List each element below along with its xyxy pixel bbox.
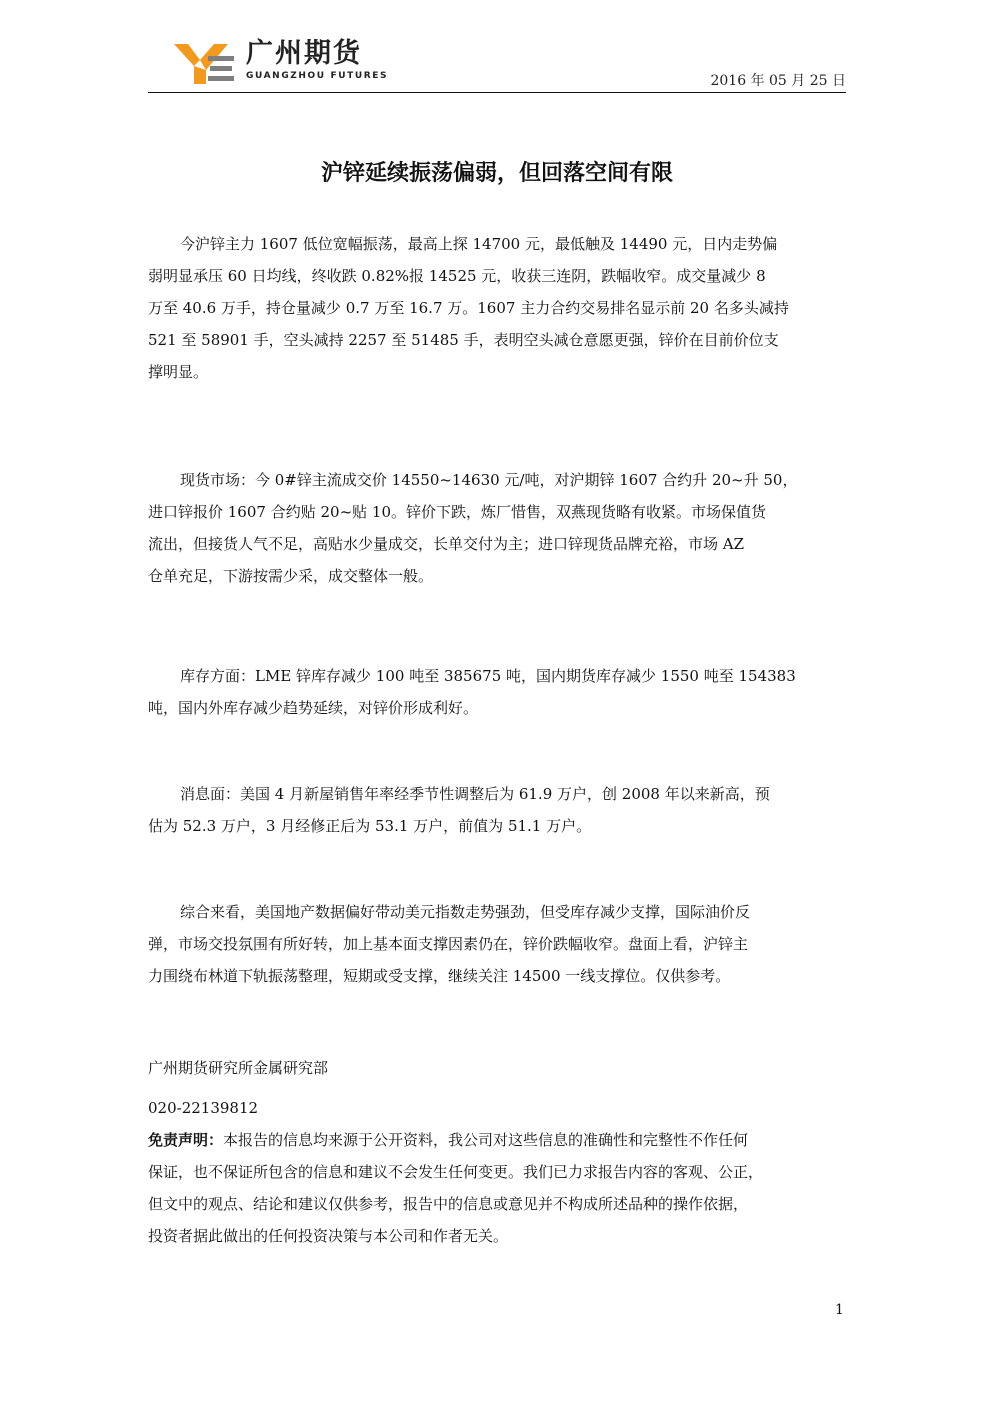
text-line: 弹，市场交投氛围有所好转，加上基本面支撑因素仍在，锌价跌幅收窄。盘面上看，沪锌主 <box>148 935 749 953</box>
text-line: 进口锌报价 1607 合约贴 20~贴 10。锌价下跌，炼厂惜售，双燕现货略有收紧。市场保值货 <box>148 503 766 521</box>
text-line: 今沪锌主力 1607 低位宽幅振荡，最高上探 14700 元，最低触及 14490 元，日内走势偏 <box>180 235 778 253</box>
text-line: 弱明显承压 60 日均线，终收跌 0.82%报 14525 元，收获三连阴，跌幅收窄。成交量减少 8 <box>148 267 766 285</box>
disclaimer-label: 免责声明： <box>148 1131 224 1149</box>
phone-number: 020-22139812 <box>148 1099 259 1117</box>
text-line: 保证，也不保证所包含的信息和建议不会发生任何变更。我们已力求报告内容的客观、公正， <box>148 1163 764 1181</box>
text-line: 撑明显。 <box>148 363 209 381</box>
report-title: 沪锌延续振荡偏弱，但回落空间有限 <box>320 161 673 186</box>
brand-name-cn: 广州期货 <box>246 38 362 69</box>
brand <box>246 38 388 81</box>
paragraph-summary <box>148 896 846 992</box>
header-divider <box>148 92 846 93</box>
text-line: 但文中的观点、结论和建议仅供参考，报告中的信息或意见并不构成所述品种的操作依据， <box>148 1195 749 1213</box>
text-line: 现货市场：今 0#锌主流成交价 14550~14630 元/吨，对沪期锌 1607 合约升 20~升 50， <box>180 471 798 489</box>
text-line: 综合来看，美国地产数据偏好带动美元指数走势强劲，但受库存减少支撑，国际油价反 <box>180 903 751 921</box>
disclaimer <box>148 1124 846 1252</box>
text-line: 521 至 58901 手，空头减持 2257 至 51485 手，表明空头减仓意愿更强，锌价在目前价位支 <box>148 331 779 349</box>
text-line: 投资者据此做出的任何投资决策与本公司和作者无关。 <box>148 1227 509 1245</box>
page-number: 1 <box>835 1302 844 1318</box>
text-line: 吨，国内外库存减少趋势延续，对锌价形成利好。 <box>148 699 479 717</box>
text-line: 仓单充足，下游按需少采，成交整体一般。 <box>148 567 434 585</box>
text-line: 力围绕布林道下轨振荡整理，短期或受支撑，继续关注 14500 一线支撑位。仅供参考。 <box>148 967 731 985</box>
text-line: 消息面：美国 4 月新屋销售年率经季节性调整后为 61.9 万户，创 2008 年以来新高，预 <box>180 785 770 803</box>
text-line: 估为 52.3 万户，3 月经修正后为 53.1 万户，前值为 51.1 万户。 <box>148 817 592 835</box>
paragraph-news <box>148 778 846 842</box>
text-line: 万至 40.6 万手，持仓量减少 0.7 万至 16.7 万。1607 主力合约交易排名显示前 20 名多头减持 <box>148 299 789 317</box>
department-name: 广州期货研究所金属研究部 <box>148 1059 329 1077</box>
text-line: 流出，但接货人气不足，高贴水少量成交，长单交付为主；进口锌现货品牌充裕，市场 AZ <box>148 535 745 553</box>
brand-name-en: GUANGZHOU FUTURES <box>246 71 389 81</box>
report-header <box>148 30 846 94</box>
paragraph-spot-market <box>148 464 846 592</box>
paragraph-market-overview <box>148 228 846 388</box>
guangzhou-futures-logo-icon <box>174 40 234 88</box>
text-line: 本报告的信息均来源于公开资料，我公司对这些信息的准确性和完整性不作任何 <box>223 1131 749 1149</box>
report-date: 2016 年 05 月 25 日 <box>710 73 846 89</box>
paragraph-inventory <box>148 660 846 724</box>
text-line: 库存方面：LME 锌库存减少 100 吨至 385675 吨，国内期货库存减少 1550 吨至 154383 <box>180 667 796 685</box>
